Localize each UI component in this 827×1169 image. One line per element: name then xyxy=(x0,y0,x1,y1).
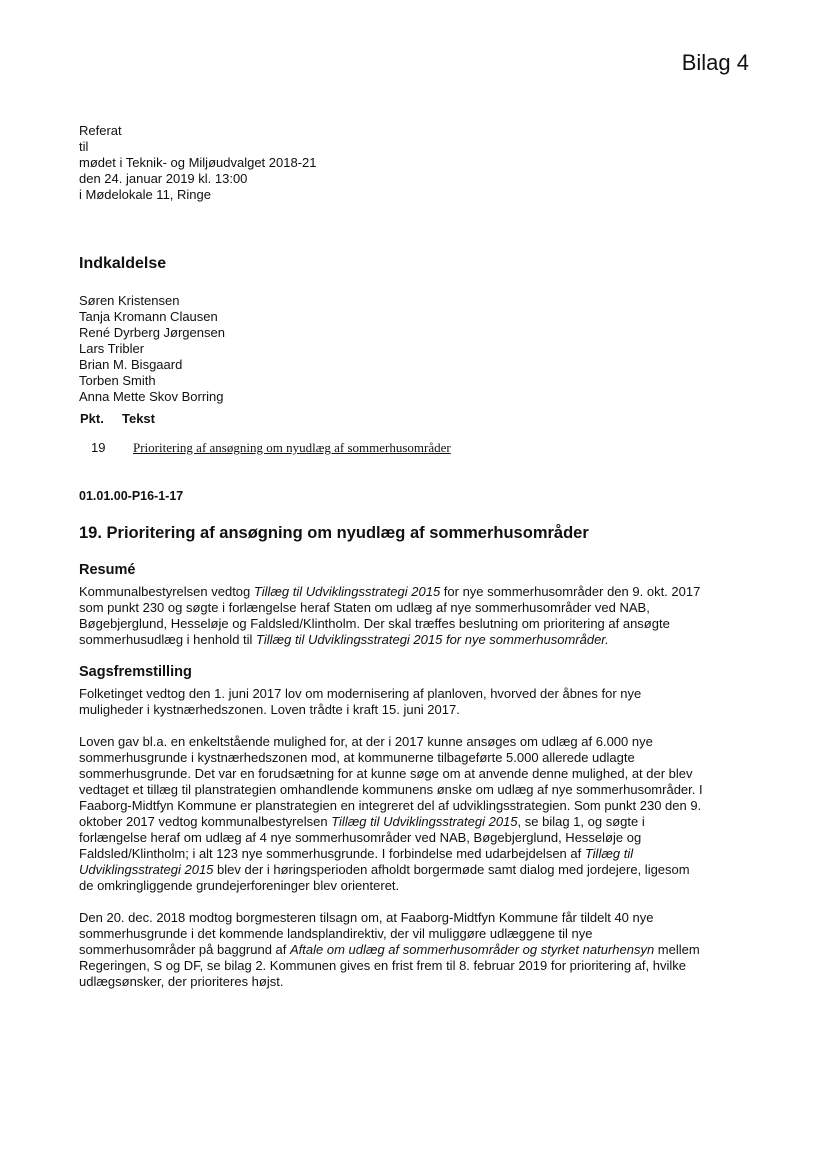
text: blev der i høringsperioden afholdt borgermøde samt dialog med jordejere, ligesom xyxy=(213,862,690,877)
member-name: Tanja Kromann Clausen xyxy=(79,309,218,324)
member-list xyxy=(79,293,225,405)
italic-text: Tillæg til xyxy=(584,846,634,861)
italic-text: Udviklingsstrategi 2015 xyxy=(79,862,214,877)
text-line: forlængelse heraf om udlæg af 4 nye sommerhusområder ved NAB, Bøgebjerglund, Hesseløje og xyxy=(79,830,642,845)
italic-text: Tillæg til Udviklingsstrategi 2015 for nye sommerhusområder. xyxy=(256,632,609,647)
text-line: vedtaget et tillæg til planstrategien omhandlende kommunens ønske om udlæg af nye sommerhusområder. I xyxy=(79,782,703,797)
agenda-row xyxy=(91,440,451,456)
text-line: Folketinget vedtog den 1. juni 2017 lov om modernisering af planloven, hvorved der åbnes for nye xyxy=(79,686,642,701)
text-line: udlægsønsker, der prioriteres højst. xyxy=(79,974,284,989)
text: Faldsled/Klintholm; i alt 123 nye sommerhusgrunde. I forbindelse med udarbejdelsen af xyxy=(79,846,585,861)
member-name: Søren Kristensen xyxy=(79,293,180,308)
text-line: muligheder i kystnærhedszonen. Loven trådte i kraft 15. juni 2017. xyxy=(79,702,460,717)
member-name: Brian M. Bisgaard xyxy=(79,357,183,372)
text-line: Bøgebjerglund, Hesseløje og Faldsled/Klintholm. Der skal træffes beslutning om prioritering af ansøgte xyxy=(79,616,670,631)
text-line xyxy=(79,862,759,878)
text-line xyxy=(79,632,759,648)
agenda-item-link[interactable]: Prioritering af ansøgning om nyudlæg af sommerhusområder xyxy=(133,440,451,455)
meeting-line: Referat xyxy=(79,123,122,138)
text-line: Loven gav bl.a. en enkeltstående mulighed for, at der i 2017 kunne ansøges om udlæg af 6.000 nye xyxy=(79,734,653,749)
text: for nye sommerhusområder den 9. okt. 2017 xyxy=(440,584,701,599)
text-line: som punkt 230 og søgte i forlængelse heraf Staten om udlæg af nye sommerhusområder ved NAB, xyxy=(79,600,650,615)
column-header-tekst: Tekst xyxy=(122,411,155,426)
text: oktober 2017 vedtog kommunalbestyrelsen xyxy=(79,814,332,829)
agenda-table-header xyxy=(80,411,155,426)
text: sommerhusudlæg i henhold til xyxy=(79,632,257,647)
text: sommerhusområder på baggrund af xyxy=(79,942,291,957)
text-line xyxy=(79,584,759,600)
text: Kommunalbestyrelsen vedtog xyxy=(79,584,254,599)
text-line: Faaborg-Midtfyn Kommune er planstrategien en integreret del af udviklingsstrategien. Som punkt 230 den 9. xyxy=(79,798,702,813)
sags-paragraph-3 xyxy=(79,910,759,990)
text-line: de omkringliggende grundejerforeninger blev orienteret. xyxy=(79,878,400,893)
text-line xyxy=(79,814,759,830)
resume-heading: Resumé xyxy=(79,562,136,578)
text-line: sommerhusgrunde. Det var en forudsætning for at kunne søge om at anvende denne mulighed, at der blev xyxy=(79,766,693,781)
italic-text: Tillæg til Udviklingsstrategi 2015 xyxy=(253,584,441,599)
meeting-line: den 24. januar 2019 kl. 13:00 xyxy=(79,171,248,186)
indkaldelse-heading: Indkaldelse xyxy=(79,255,167,272)
text-line: Regeringen, S og DF, se bilag 2. Kommunen gives en frist frem til 8. februar 2019 for prioritering af, hvilke xyxy=(79,958,686,973)
italic-text: Aftale om udlæg af sommerhusområder og styrket naturhensyn xyxy=(290,942,655,957)
text-line xyxy=(79,942,759,958)
meeting-info xyxy=(79,123,317,203)
member-name: Lars Tribler xyxy=(79,341,145,356)
sags-paragraph-1 xyxy=(79,686,759,718)
text-line: sommerhusgrunde i det kommende landsplandirektiv, der vil muliggøre udlæggene til nye xyxy=(79,926,593,941)
sagsfremstilling-heading: Sagsfremstilling xyxy=(79,664,192,680)
resume-paragraph xyxy=(79,584,759,648)
sags-paragraph-2 xyxy=(79,734,759,894)
member-name: Torben Smith xyxy=(79,373,156,388)
text: , se bilag 1, og søgte i xyxy=(517,814,645,829)
meeting-line: i Mødelokale 11, Ringe xyxy=(79,187,211,202)
meeting-line: til xyxy=(79,139,89,154)
case-title: 19. Prioritering af ansøgning om nyudlæg af sommerhusområder xyxy=(79,524,589,542)
text-line xyxy=(79,846,759,862)
member-name: René Dyrberg Jørgensen xyxy=(79,325,225,340)
meeting-line: mødet i Teknik- og Miljøudvalget 2018-21 xyxy=(79,155,317,170)
text-line: Den 20. dec. 2018 modtog borgmesteren tilsagn om, at Faaborg-Midtfyn Kommune får tildelt 40 nye xyxy=(79,910,654,925)
italic-text: Tillæg til Udviklingsstrategi 2015 xyxy=(331,814,518,829)
column-header-pkt: Pkt. xyxy=(80,411,104,426)
agenda-item-number: 19 xyxy=(91,440,106,455)
text: mellem xyxy=(654,942,700,957)
text-line: sommerhusgrunde i kystnærhedszonen mod, at kommunerne tilbageførte 5.000 allerede udlagte xyxy=(79,750,635,765)
case-code: 01.01.00-P16-1-17 xyxy=(79,489,184,503)
member-name: Anna Mette Skov Borring xyxy=(79,389,224,404)
appendix-label: Bilag 4 xyxy=(681,50,749,75)
